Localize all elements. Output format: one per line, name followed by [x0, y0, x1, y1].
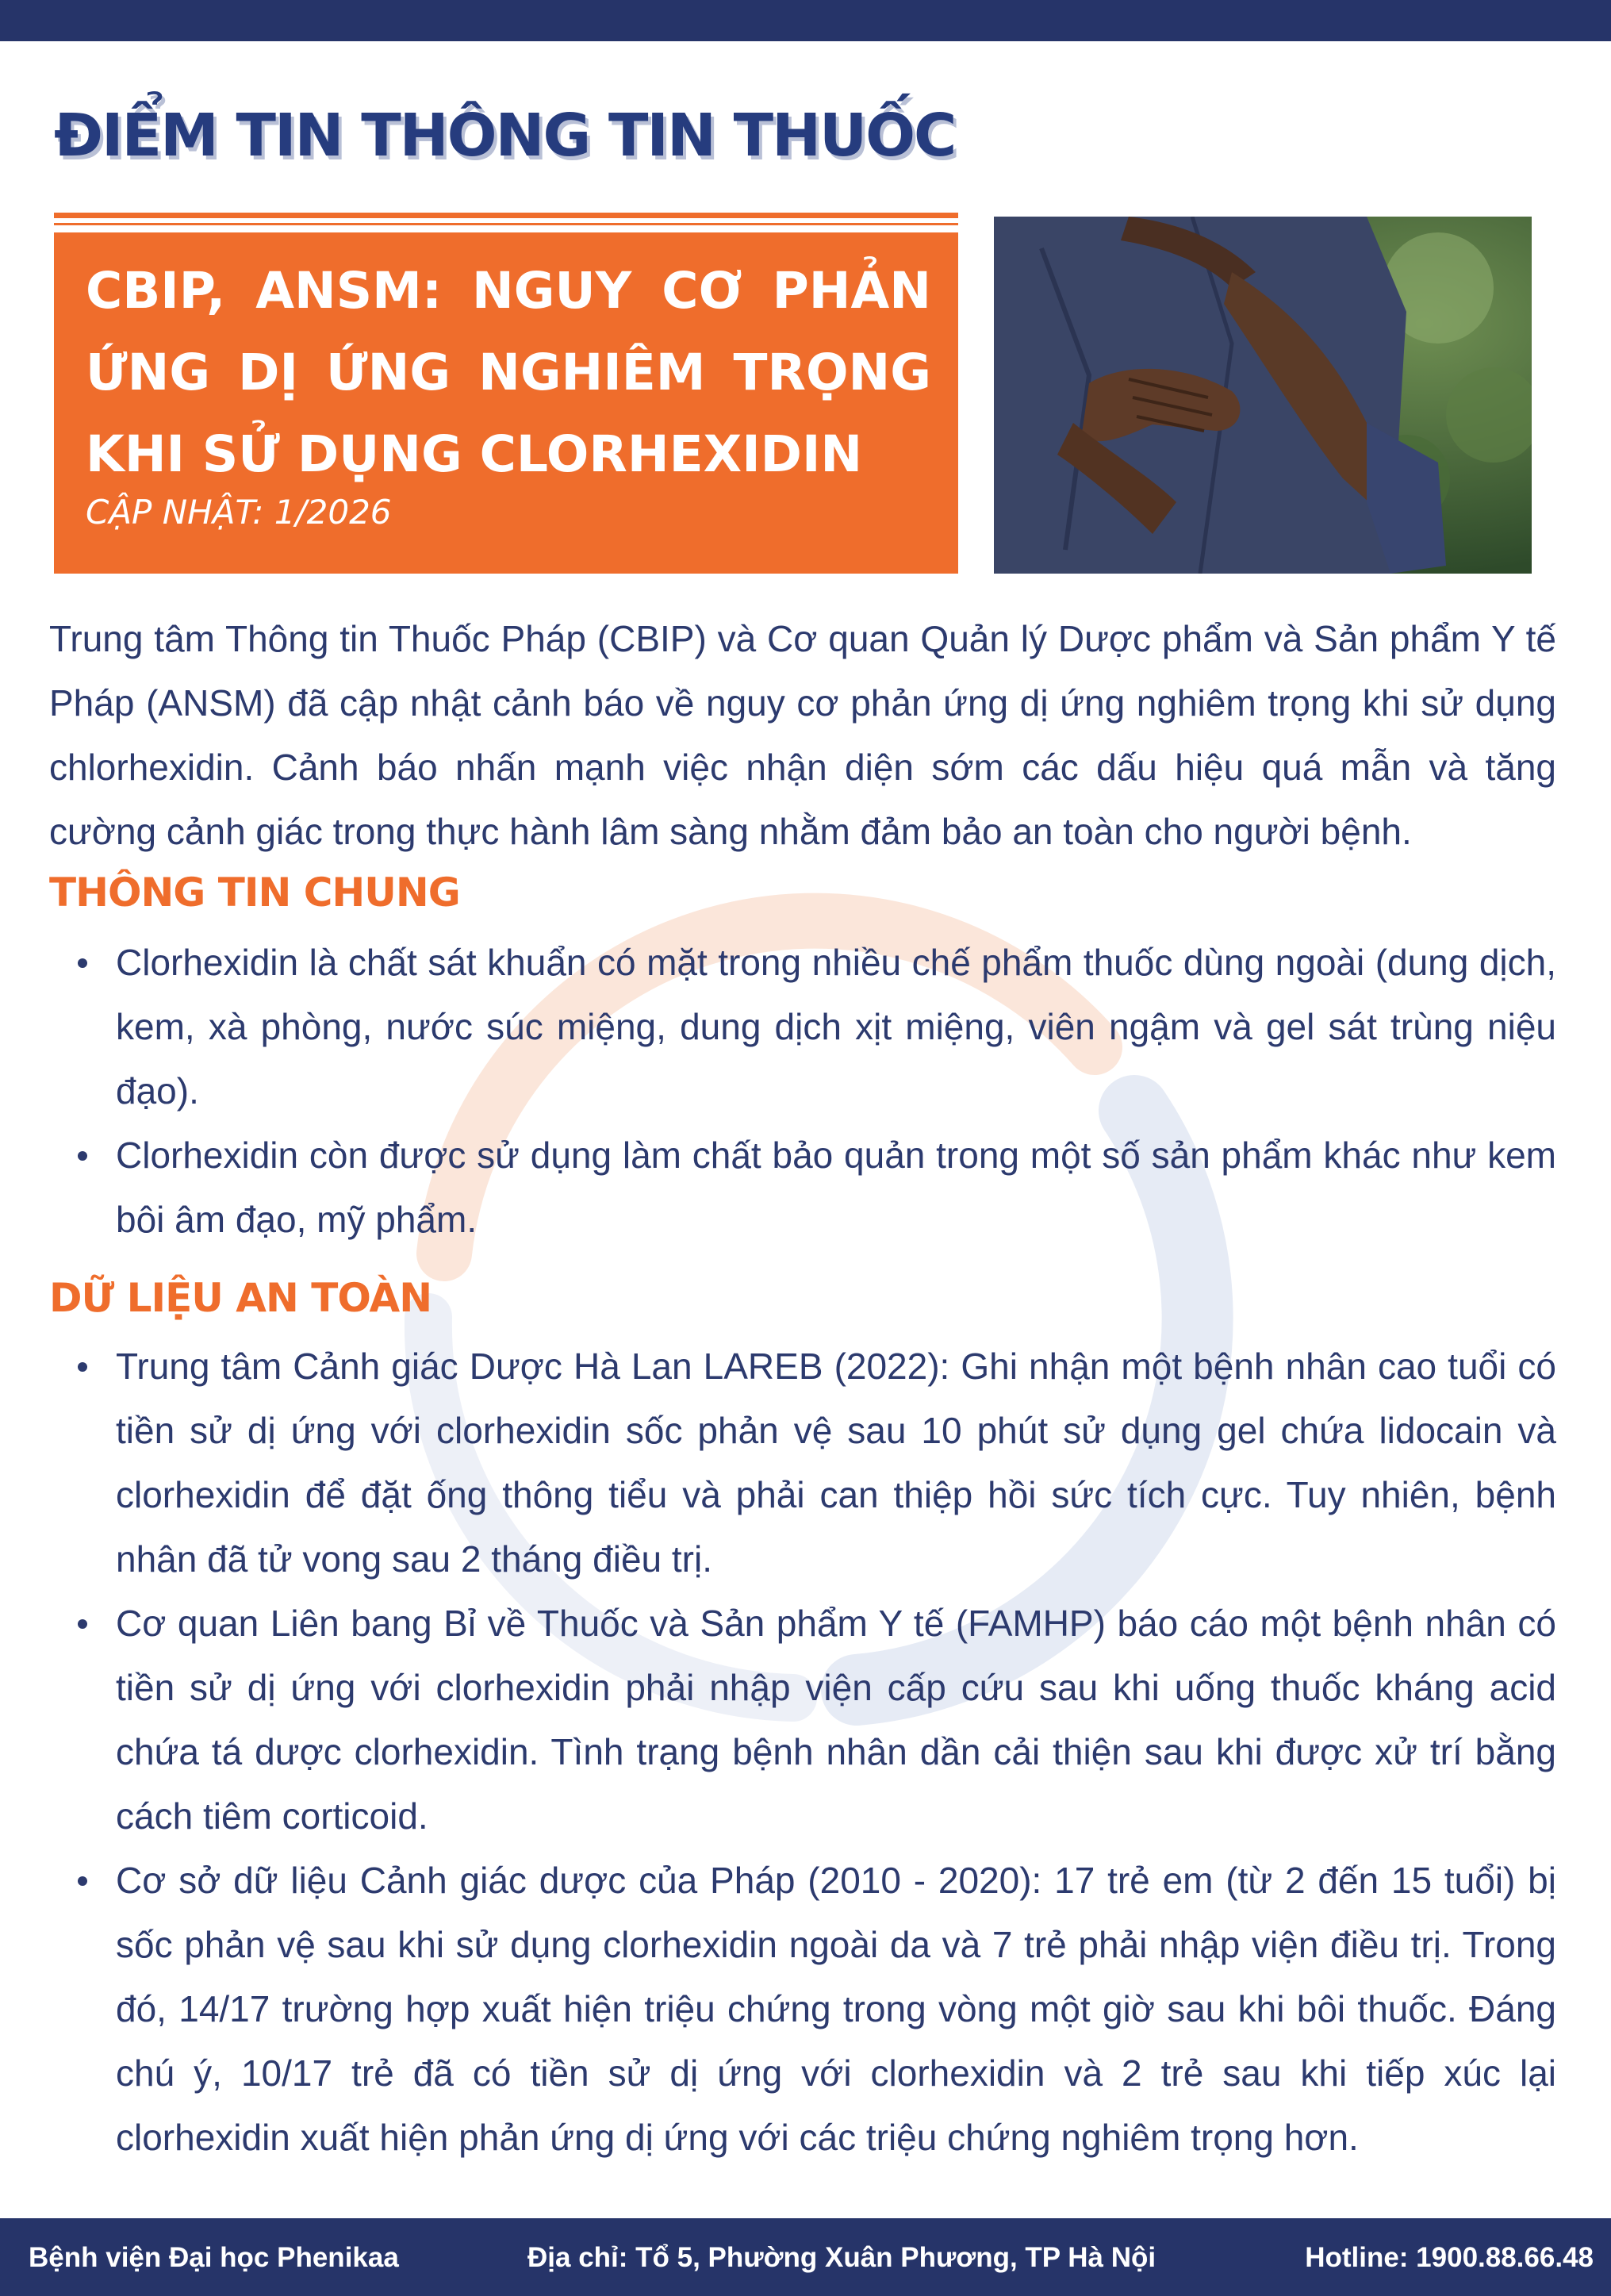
- article-body: [49, 607, 1556, 2170]
- footer-bar: [0, 2218, 1611, 2296]
- general-info-list: [49, 931, 1556, 1252]
- safety-data-list: [49, 1334, 1556, 2170]
- top-bar: [0, 0, 1611, 41]
- title-divider: [54, 213, 958, 218]
- footer-address: Địa chỉ: Tổ 5, Phường Xuân Phương, TP Hà Nội: [527, 2242, 1156, 2273]
- list-item: Cơ quan Liên bang Bỉ về Thuốc và Sản phẩm Y tế (FAMHP) báo cáo một bệnh nhân có tiền sử dị ứng với clorhexidin phải nhập viện cấp cứu sau khi uống thuốc kháng acid chứa tá dược clorhexidin. Tình trạng bệnh nhân dần cải thiện sau khi được xử trí bằng cách tiêm corticoid.: [49, 1591, 1556, 1849]
- headline-line: ỨNG DỊ ỨNG NGHIÊM TRỌNG: [86, 344, 931, 401]
- section-heading-general-info: THÔNG TIN CHUNG: [49, 870, 460, 916]
- headline-line: KHI SỬ DỤNG CLORHEXIDIN: [86, 425, 863, 483]
- article-headline: [86, 250, 931, 495]
- headline-banner: [54, 232, 958, 574]
- intro-paragraph: Trung tâm Thông tin Thuốc Pháp (CBIP) và Cơ quan Quản lý Dược phẩm và Sản phẩm Y tế Pháp (ANSM) đã cập nhật cảnh báo về nguy cơ phản ứng dị ứng nghiêm trọng khi sử dụng chlorhexidin. Cảnh báo nhấn mạnh việc nhận diện sớm các dấu hiệu quá mẫn và tăng cường cảnh giác trong thực hành lâm sàng nhằm đảm bảo an toàn cho người bệnh.: [49, 618, 1556, 852]
- footer-hospital-name: Bệnh viện Đại học Phenikaa: [29, 2242, 399, 2273]
- page-title: ĐIỂM TIN THÔNG TIN THUỐC: [54, 102, 956, 170]
- list-item: Clorhexidin còn được sử dụng làm chất bảo quản trong một số sản phẩm khác như kem bôi âm đạo, mỹ phẩm.: [49, 1123, 1556, 1252]
- footer-hotline: Hotline: 1900.88.66.48: [1305, 2242, 1594, 2273]
- list-item: Clorhexidin là chất sát khuẩn có mặt trong nhiều chế phẩm thuốc dùng ngoài (dung dịch, kem, xà phòng, nước súc miệng, dung dịch xịt miệng, viên ngậm và gel sát trùng niệu đạo).: [49, 931, 1556, 1123]
- list-item: Trung tâm Cảnh giác Dược Hà Lan LAREB (2022): Ghi nhận một bệnh nhân cao tuổi có tiền sử dị ứng với clorhexidin sốc phản vệ sau 10 phút sử dụng gel chứa lidocain và clorhexidin để đặt ống thông tiểu và phải can thiệp hồi sức tích cực. Tuy nhiên, bệnh nhân đã tử vong sau 2 tháng điều trị.: [49, 1334, 1556, 1591]
- update-date: CẬP NHẬT: 1/2026: [86, 493, 392, 532]
- title-divider-thin: [54, 223, 958, 225]
- headline-line: CBIP, ANSM: NGUY CƠ PHẢN: [86, 262, 931, 320]
- section-heading-safety-data: DỮ LIỆU AN TOÀN: [49, 1275, 432, 1321]
- list-item: Cơ sở dữ liệu Cảnh giác dược của Pháp (2010 - 2020): 17 trẻ em (từ 2 đến 15 tuổi) bị sốc phản vệ sau khi sử dụng clorhexidin ngoài da và 7 trẻ phải nhập viện điều trị. Trong đó, 14/17 trường hợp xuất hiện triệu chứng trong vòng một giờ sau khi bôi thuốc. Đáng chú ý, 10/17 trẻ đã có tiền sử dị ứng với clorhexidin và 2 trẻ sau khi tiếp xúc lại clorhexidin xuất hiện phản ứng dị ứng với các triệu chứng nghiêm trọng hơn.: [49, 1849, 1556, 2170]
- article-photo: [994, 217, 1532, 574]
